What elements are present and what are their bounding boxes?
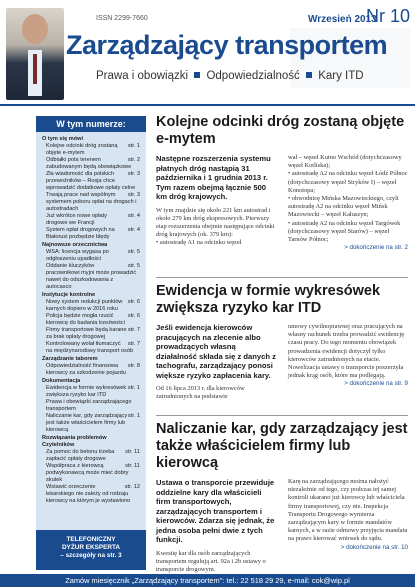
- toc-item-text: Już wkrótce nowe opłaty drogowe we Francji: [46, 213, 107, 226]
- article-body: umowy cywilnoprawnej oraz pracujących na własny rachunek trzeba prowadzić ewidencję czasu pracy. Do tego momentu obowiązek prowadzenia ewidencji dotyczył tylko kierowców zatrudnionych na etacie. Nowelizacja ustawy o transporcie poszerzyła jednak krąg osób, które ma podlegają.: [288, 323, 405, 380]
- toc-page: str. 11: [125, 463, 140, 469]
- toc-item: [42, 484, 140, 505]
- toc-section: Rozwiązania problemów Czytelników: [42, 435, 107, 448]
- toc-page: str. 1: [127, 385, 140, 391]
- hotline-line: TELEFONICZNY: [66, 536, 116, 543]
- continuation-link[interactable]: > dokończenie na str. 2: [344, 244, 408, 252]
- toc-item: [42, 157, 140, 171]
- toc-item-text: Odpowiedzialność finansowa kierowcy za szkodzenie pojazdu: [46, 363, 126, 376]
- toc-item: [42, 299, 140, 313]
- toc-item-text: Wstawić orzeczenie lekarskiego nie zależy od rodzaju kierowcy na którym je wystawiono: [46, 484, 131, 504]
- toc-page: str. 8: [127, 363, 140, 369]
- toc-item: [42, 363, 140, 377]
- toc-page: str. 5: [127, 249, 140, 255]
- article-ewidencja: [156, 272, 408, 401]
- hotline-line: – szczegóły na str. 3: [60, 552, 122, 559]
- article-naliczanie-kar: [156, 410, 408, 574]
- person-face: [22, 14, 48, 44]
- toc-item-text: Firmy transportowe będą karane za brak opłaty drogowej: [46, 327, 127, 340]
- article-lead: Następne rozszerzenia systemu płatnych dróg nastąpią 31 października i 1 grudnia 2013 r. Tym razem obejmą łącznie 500 km dróg krajowych.: [156, 154, 271, 201]
- toc-page: str. 4: [127, 227, 140, 233]
- toc-item: [42, 413, 140, 434]
- toc-page: str. 11: [125, 449, 140, 455]
- toc-item: [42, 171, 140, 192]
- toc-item: [42, 213, 140, 227]
- toc-item-text: Nowy system redukcji punktów karnych dopiero w 2016 roku: [46, 299, 123, 312]
- article-bullet: • autostradę A2 na odcinku węzeł Targówek (dotychczasowy węzeł Starów) – węzeł Tarnów Północ;: [288, 220, 408, 245]
- toc-page: str. 1: [127, 143, 140, 149]
- toc-item: [42, 227, 140, 241]
- toc-heading: W tym numerze:: [36, 116, 146, 132]
- toc-page: str. 3: [127, 192, 140, 198]
- article-title: Ewidencja w formie wykresówek zwiększa ryzyko kar ITD: [156, 283, 381, 316]
- article-title: Kolejne odcinki dróg zostaną objęte e-mytem: [156, 114, 405, 147]
- square-bullet-icon: [306, 72, 312, 78]
- article-separator: [156, 415, 408, 416]
- toc-item-text: Kolejne odcinki dróg zostaną objęte e-mytem: [46, 143, 118, 156]
- toc-page: str. 6: [127, 313, 140, 319]
- toc-item-text: Trwają prace nad wspólnym systemem poboru opłat na drogach i autostradach: [46, 192, 137, 212]
- issue-number: Nr 10: [366, 6, 411, 26]
- toc-item: [42, 327, 140, 341]
- toc-page: str. 7: [127, 327, 140, 333]
- toc-item-text: Odbiałki pota terenem zabudowanym będą obowiązkowe: [46, 157, 132, 170]
- toc-page: str. 5: [127, 263, 140, 269]
- article-bullet: • autostradę A1 na odcinku węzeł: [156, 239, 276, 247]
- subtitle-part: Odpowiedzialność: [206, 70, 300, 82]
- toc-page: str. 12: [124, 484, 140, 490]
- toc-page: str. 1: [127, 413, 140, 419]
- toc-page: str. 6: [127, 299, 140, 305]
- toc-item: [42, 341, 140, 355]
- toc-item-text: WSA: licencja wygasa po odgłoszeniu upadłości: [46, 249, 109, 262]
- toc-page: str. 2: [127, 157, 140, 163]
- toc-page: str. 3: [127, 171, 140, 177]
- issn: ISSN 2299-7660: [96, 15, 148, 22]
- article-body: Karę na zarządzającego można nałożyć niezależnie od tego, czy podczas tej samej kontroli ukarano już kierowcę lub właściciela firmy transportowej, czy nie. Inspekcja Transportu Drogowego wymierza zarządzającym kary w formie mandatów karnych, a w razie odmowy przyjęcia mandatu na prawo kierować wniosek do sądu.: [288, 478, 408, 543]
- toc-item-text: Kontrolowany wolał tłumaczyć na międzynarodowy transport osób: [46, 341, 134, 354]
- article-body: Kwestię kar dla osób zarządzających transportem regulują art. 92a i 2b ustawy o transporcie drogowym.: [156, 549, 266, 573]
- toc-page: str. 7: [127, 341, 140, 347]
- article-lead: Jeśli ewidencja kierowców pracujących na zlecenie albo prowadzących własną działalność składa się z danych z tachografu, zarządzający ponosi większe ryzyko zapłacenia kary.: [156, 323, 276, 380]
- toc-item-text: Oddanie kluczyków pracownikowi myjni może prowadzić nawet do odszkodowania z autocasco: [46, 263, 137, 290]
- article-body: wał – węzeł Kutno Wschód (dotychczasowy węzeł Kotliska);: [288, 154, 402, 170]
- continuation-link[interactable]: > dokończenie na str. 9: [344, 380, 408, 388]
- issue-month: Wrzesień 2013: [308, 14, 377, 25]
- toc-item: [42, 449, 140, 463]
- subtitle-part: Kary ITD: [318, 70, 364, 82]
- publication-title: Zarządzający transportem: [66, 30, 388, 60]
- toc-section: Najnowsze orzecznictwa: [42, 242, 108, 248]
- cover-photo: [6, 8, 64, 100]
- toc-item-text: Prawa i obowiązki zarządzającego transportem: [46, 399, 132, 412]
- toc-item-text: System opłat drogowych na Białorusi pozbędzie błędy: [46, 227, 115, 240]
- toc-item: [42, 192, 140, 213]
- article-lead: Ustawa o transporcie przewiduje oddzielne kary dla właścicieli firm transportowych, zarządzających transportem i kierowców. Zdarza się jednak, że jedna osoba pełni dwie z tych funkcji.: [156, 478, 275, 544]
- header-rule: [0, 104, 415, 106]
- article-body: Od 16 lipca 2013 r. dla kierowców zatrudnionych na podstawie: [156, 385, 245, 401]
- toc-section: Instytucje kontrolne: [42, 292, 96, 298]
- toc-item: [42, 399, 140, 413]
- hotline-line: DYŻUR EKSPERTA: [61, 544, 121, 551]
- toc-item-text: Ewidencja w formie wykresówek zwiększa ryzyko kar ITD: [46, 385, 127, 398]
- toc-item-text: Zła wiadomość dla polskich przewoźników – Rosja chce wprowadzić dodatkowe opłaty celne: [46, 171, 136, 191]
- article-separator: [156, 277, 408, 278]
- publication-subtitle: [96, 70, 364, 82]
- toc-item: [42, 463, 140, 484]
- toc-sidebar: [36, 116, 146, 570]
- toc-item: [42, 143, 140, 157]
- toc-item-text: Współpraca z kierowcą podwykonawcą może mieć dobry skutek: [46, 463, 129, 483]
- order-footer: Zamów miesięcznik „Zarządzający transportem": tel.: 22 518 29 29, e-mail: cok@wip.pl: [0, 574, 415, 587]
- article-bullet: • autostradę A2 na odcinku węzeł Łódź Północ (dotychczasowy węzeł Stryków I) – węzeł Konotopa;: [288, 170, 408, 195]
- masthead: [0, 0, 415, 104]
- toc-section: O tym się mówi: [42, 136, 84, 142]
- toc-list: [36, 132, 146, 505]
- square-bullet-icon: [194, 72, 200, 78]
- article-body: W tym znajdzie się około 221 km autostrad i około 279 km dróg ekspresowych. Pierwszy etap rozszerzenia obejmie następujące odcinki dróg krajowych (ok. 379 km):: [156, 206, 275, 239]
- article-emyto: [156, 114, 408, 251]
- toc-item: [42, 385, 140, 399]
- expert-hotline-box: [36, 530, 146, 570]
- article-title: Naliczanie kar, gdy zarządzający jest także właścicielem firmy lub kierowcą: [156, 421, 408, 471]
- toc-item: [42, 249, 140, 263]
- toc-item: [42, 313, 140, 327]
- toc-item-text: Za pomoc do betonu trzeba zapłacić opłaty drogowe: [46, 449, 115, 462]
- article-bullet: • obwodnicę Mińska Mazowieckiego, czyli autostradę A2 na odcinku węzeł Mińsk Mazowiecki – węzeł Kałuszyn;: [288, 195, 408, 220]
- toc-item-text: Naliczanie kar, gdy zarządzający jest także właścicielem firmy lub kierowcą: [46, 413, 128, 433]
- toc-page: str. 4: [127, 213, 140, 219]
- continuation-link[interactable]: > dokończenie na str. 10: [340, 543, 408, 551]
- subtitle-part: Prawa i obowiązki: [96, 70, 189, 82]
- toc-item: [42, 263, 140, 291]
- person-tie: [33, 54, 37, 84]
- toc-section: Dokumentacja: [42, 378, 81, 384]
- toc-section: Zarządzanie taborem: [42, 356, 98, 362]
- toc-item-text: Policja będzie mogła rzucić kierowcę do badania trzeźwości: [46, 313, 125, 326]
